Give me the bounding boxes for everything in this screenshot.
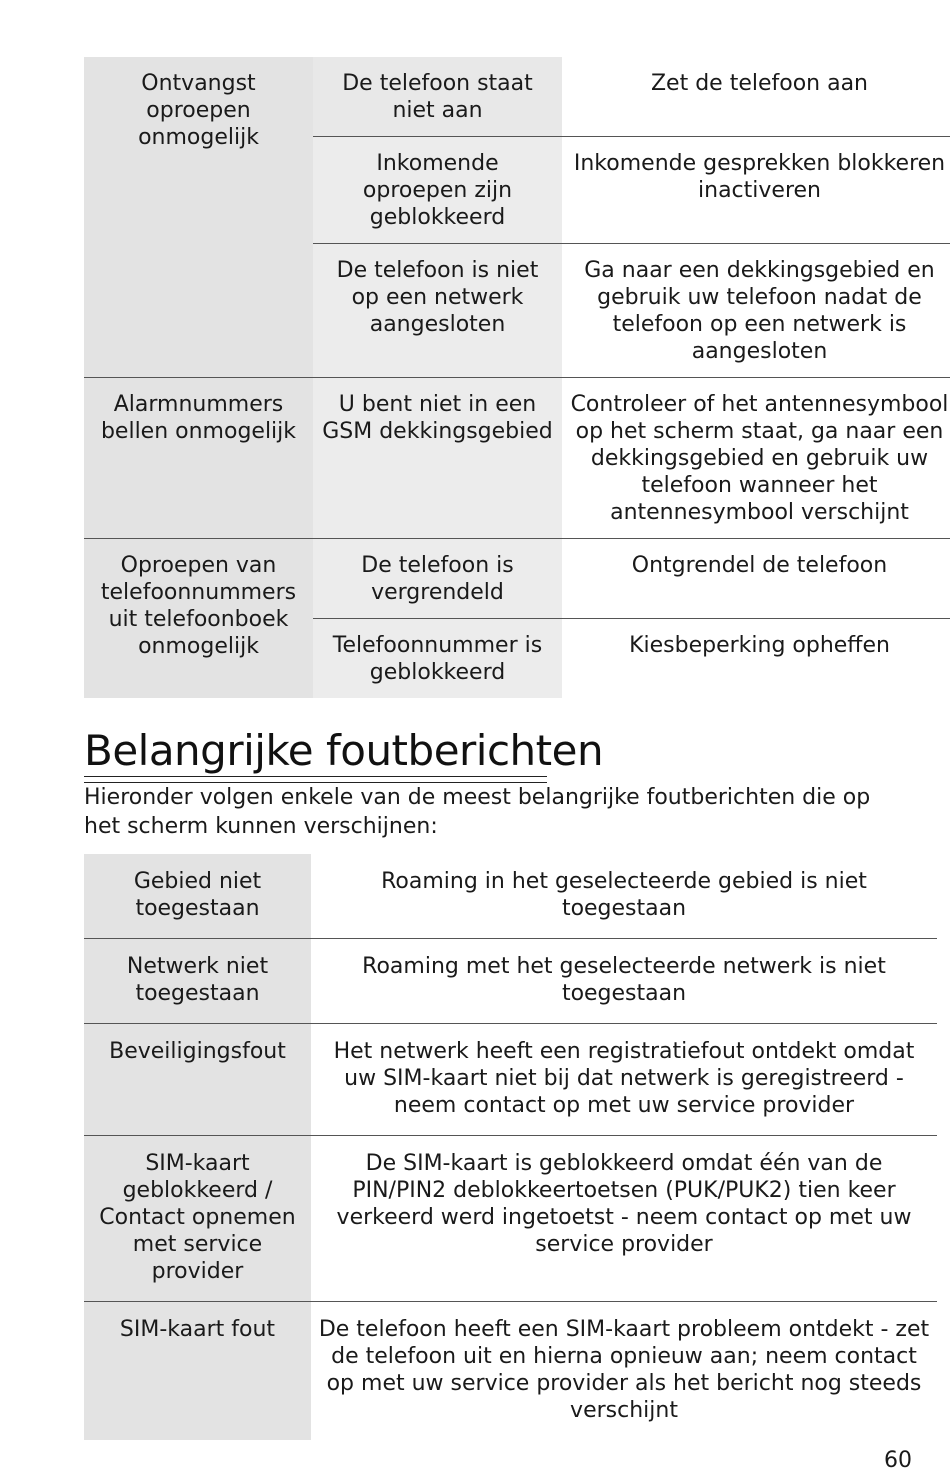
meaning-cell: De telefoon heeft een SIM-kaart probleem ontdekt - zet de telefoon uit en hierna opnieuw aan; neem contact op met uw service provider als het bericht nog steeds verschijnt xyxy=(311,1302,937,1441)
meaning-cell: De SIM-kaart is geblokkeerd omdat één van de PIN/PIN2 deblokkeertoetsen (PUK/PUK2) tien keer verkeerd werd ingetoetst - neem contact op met uw service provider xyxy=(311,1136,937,1302)
problem-cell: Ontvangst oproepen onmogelijk xyxy=(84,57,313,378)
table-row xyxy=(84,378,950,539)
table-row xyxy=(84,539,950,619)
message-cell: Gebied niet toegestaan xyxy=(84,854,311,939)
solution-cell: Ga naar een dekkingsgebied en gebruik uw telefoon nadat de telefoon op een netwerk is aangesloten xyxy=(562,244,950,378)
message-cell: SIM-kaart geblokkeerd / Contact opnemen met service provider xyxy=(84,1136,311,1302)
error-messages-table xyxy=(84,854,937,1440)
table-row xyxy=(84,1136,937,1302)
error-messages-table-wrap xyxy=(84,854,937,1440)
problem-cell: Oproepen van telefoonnummers uit telefoonboek onmogelijk xyxy=(84,539,313,699)
solution-cell: Inkomende gesprekken blokkeren inactiveren xyxy=(562,137,950,244)
solution-cell: Controleer of het antennesymbool op het scherm staat, ga naar een dekkingsgebied en gebruik uw telefoon wanneer het antennesymbool verschijnt xyxy=(562,378,950,539)
table-row xyxy=(84,1302,937,1441)
table-row xyxy=(84,1024,937,1136)
meaning-cell: Het netwerk heeft een registratiefout ontdekt omdat uw SIM-kaart niet bij dat netwerk is geregistreerd - neem contact op met uw service provider xyxy=(311,1024,937,1136)
message-cell: Beveiligingsfout xyxy=(84,1024,311,1136)
section-heading: Belangrijke foutberichten xyxy=(84,726,604,775)
cause-cell: U bent niet in een GSM dekkingsgebied xyxy=(313,378,562,539)
solution-cell: Kiesbeperking opheffen xyxy=(562,619,950,699)
solution-cell: Zet de telefoon aan xyxy=(562,57,950,137)
section-intro: Hieronder volgen enkele van de meest belangrijke foutberichten die op het scherm kunnen verschijnen: xyxy=(84,785,871,839)
cause-cell: De telefoon is niet op een netwerk aangesloten xyxy=(313,244,562,378)
cause-cell: Inkomende oproepen zijn geblokkeerd xyxy=(313,137,562,244)
section-heading-wrap xyxy=(84,726,603,783)
cause-cell: De telefoon staat niet aan xyxy=(313,57,562,137)
table-row xyxy=(84,939,937,1024)
troubleshooting-table xyxy=(84,57,950,698)
meaning-cell: Roaming met het geselecteerde netwerk is niet toegestaan xyxy=(311,939,937,1024)
meaning-cell: Roaming in het geselecteerde gebied is niet toegestaan xyxy=(311,854,937,939)
cause-cell: Telefoonnummer is geblokkeerd xyxy=(313,619,562,699)
table-row xyxy=(84,854,937,939)
cause-cell: De telefoon is vergrendeld xyxy=(313,539,562,619)
table-row xyxy=(84,57,950,137)
page-number: 60 xyxy=(884,1448,912,1473)
problem-cell: Alarmnummers bellen onmogelijk xyxy=(84,378,313,539)
message-cell: Netwerk niet toegestaan xyxy=(84,939,311,1024)
message-cell: SIM-kaart fout xyxy=(84,1302,311,1441)
troubleshooting-table-wrap xyxy=(84,57,949,698)
heading-double-rule xyxy=(84,776,547,783)
solution-cell: Ontgrendel de telefoon xyxy=(562,539,950,619)
